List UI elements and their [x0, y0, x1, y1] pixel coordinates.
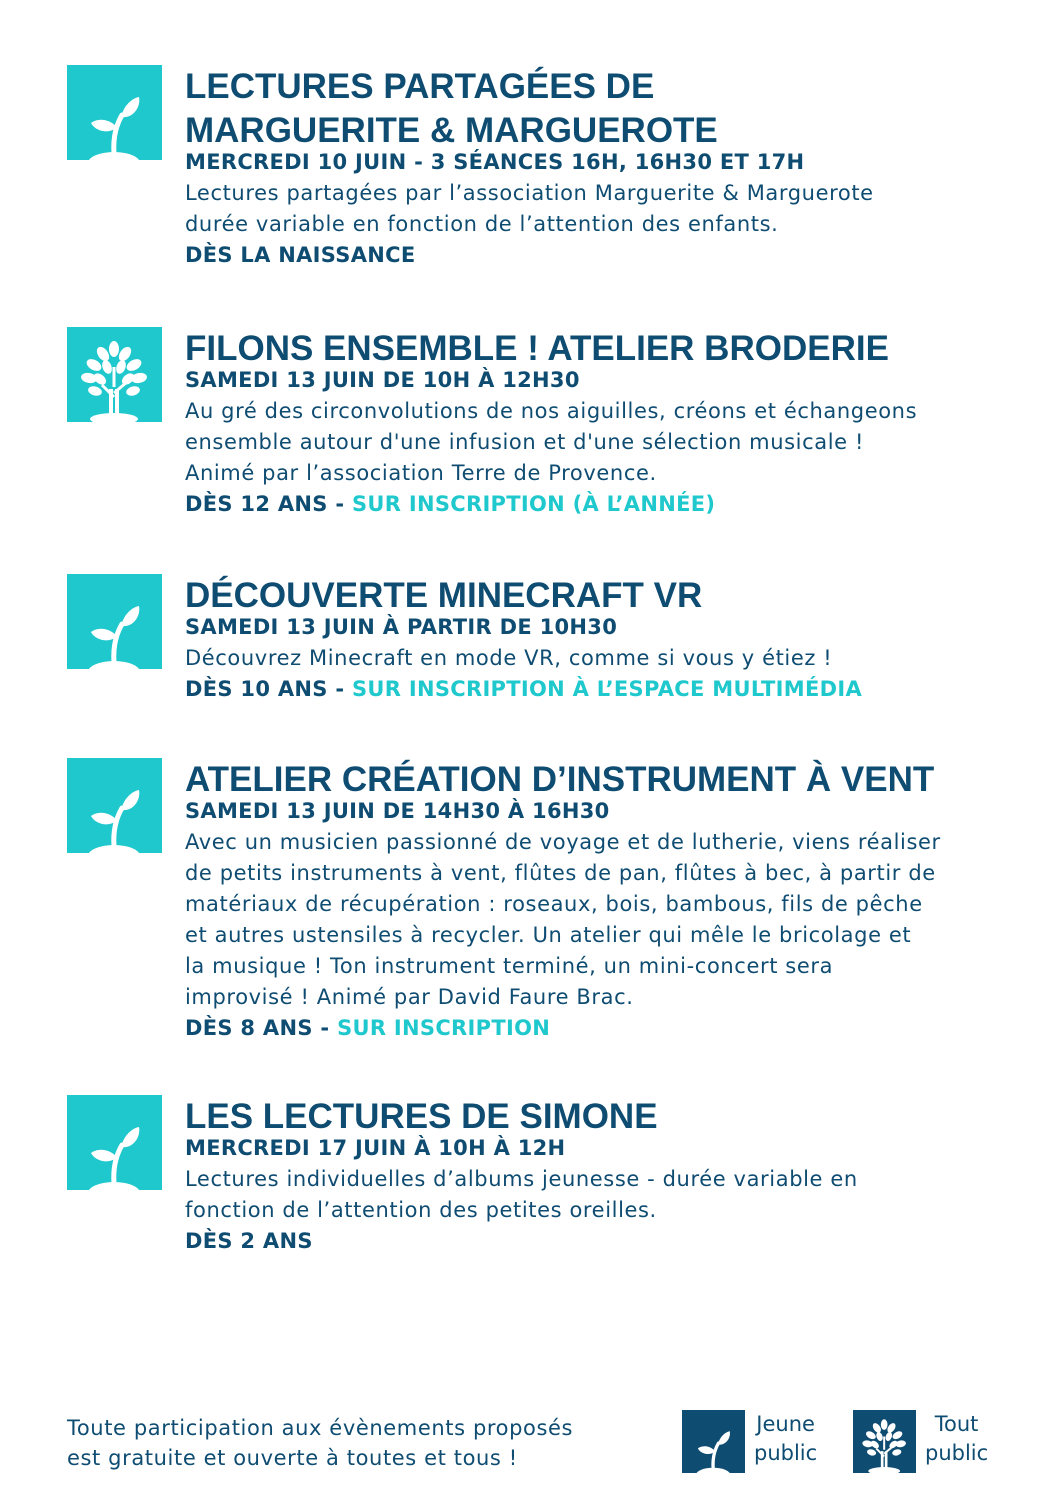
description-line: matériaux de récupération : roseaux, bois, bambous, fils de pêche: [185, 892, 923, 916]
event-audience: [185, 1013, 1040, 1044]
age-label: DÈS 8 ANS: [185, 1016, 313, 1040]
event-description: [185, 396, 1040, 489]
event-date: SAMEDI 13 JUIN DE 14H30 À 16H30: [185, 799, 610, 823]
registration-label: SUR INSCRIPTION: [337, 1016, 551, 1040]
legend-line: public: [925, 1441, 989, 1465]
event-title-line: LECTURES PARTAGÉES DE: [185, 67, 655, 106]
legend-label: [754, 1410, 817, 1468]
sprout-icon: [682, 1410, 745, 1473]
description-line: Avec un musicien passionné de voyage et de lutherie, viens réaliser: [185, 830, 941, 854]
event-audience: [185, 489, 1040, 520]
event-audience: [185, 240, 1040, 271]
legend-all-public: [853, 1410, 1003, 1473]
description-line: durée variable en fonction de l’attention des enfants.: [185, 212, 779, 236]
description-line: Lectures partagées par l’association Marguerite & Marguerote: [185, 181, 874, 205]
registration-label: SUR INSCRIPTION (À L’ANNÉE): [351, 492, 716, 516]
event-content: [185, 1095, 1040, 1257]
separator: -: [335, 492, 345, 516]
age-label: DÈS LA NAISSANCE: [185, 243, 416, 267]
legend-line: Tout: [934, 1412, 979, 1436]
event-date: SAMEDI 13 JUIN À PARTIR DE 10H30: [185, 615, 618, 639]
separator: -: [335, 677, 345, 701]
footer-note: [67, 1413, 667, 1473]
registration-label: SUR INSCRIPTION À L’ESPACE MULTIMÉDIA: [351, 677, 862, 701]
event-content: [185, 758, 1040, 1044]
legend-young-public: [682, 1410, 832, 1473]
legend-label: [925, 1410, 988, 1468]
description-line: et autres ustensiles à recycler. Un atelier qui mêle le bricolage et: [185, 923, 912, 947]
footer-line: Toute participation aux évènements proposés: [67, 1416, 574, 1440]
description-line: de petits instruments à vent, flûtes de pan, flûtes à bec, à partir de: [185, 861, 936, 885]
description-line: la musique ! Ton instrument terminé, un mini-concert sera: [185, 954, 834, 978]
event-date: MERCREDI 17 JUIN À 10H À 12H: [185, 1136, 566, 1160]
event-audience: [185, 674, 1040, 705]
footer-line: est gratuite et ouverte à toutes et tous !: [67, 1446, 518, 1470]
age-label: DÈS 12 ANS: [185, 492, 328, 516]
event-title-line: LES LECTURES DE SIMONE: [185, 1097, 658, 1136]
description-line: Lectures individuelles d’albums jeunesse - durée variable en: [185, 1167, 858, 1191]
legend-line: Jeune: [756, 1412, 815, 1436]
sprout-icon: [67, 1095, 162, 1190]
event-title-line: DÉCOUVERTE MINECRAFT VR: [185, 576, 703, 615]
event-description: [185, 827, 1040, 1013]
event-content: [185, 327, 1040, 520]
description-line: Au gré des circonvolutions de nos aiguilles, créons et échangeons: [185, 399, 918, 423]
event-title: [185, 65, 1040, 153]
event-title-line: ATELIER CRÉATION D’INSTRUMENT À VENT: [185, 760, 935, 799]
description-line: Animé par l’association Terre de Provence.: [185, 461, 657, 485]
description-line: improvisé ! Animé par David Faure Brac.: [185, 985, 634, 1009]
separator: -: [320, 1016, 330, 1040]
event-date: SAMEDI 13 JUIN DE 10H À 12H30: [185, 368, 580, 392]
tree-icon: [853, 1410, 916, 1473]
description-line: fonction de l’attention des petites oreilles.: [185, 1198, 657, 1222]
tree-icon: [67, 327, 162, 422]
legend-line: public: [754, 1441, 818, 1465]
sprout-icon: [67, 758, 162, 853]
event-content: [185, 65, 1040, 271]
age-label: DÈS 2 ANS: [185, 1229, 313, 1253]
event-content: [185, 574, 1040, 705]
sprout-icon: [67, 574, 162, 669]
description-line: ensemble autour d'une infusion et d'une sélection musicale !: [185, 430, 864, 454]
event-date: MERCREDI 10 JUIN - 3 SÉANCES 16H, 16H30 ET 17H: [185, 150, 805, 174]
event-description: [185, 1164, 1040, 1226]
event-title-line: FILONS ENSEMBLE ! ATELIER BRODERIE: [185, 329, 889, 368]
event-title-line: MARGUERITE & MARGUEROTE: [185, 111, 718, 150]
event-description: [185, 643, 1040, 674]
sprout-icon: [67, 65, 162, 160]
event-audience: [185, 1226, 1040, 1257]
age-label: DÈS 10 ANS: [185, 677, 328, 701]
event-description: [185, 178, 1040, 240]
description-line: Découvrez Minecraft en mode VR, comme si vous y étiez !: [185, 646, 833, 670]
